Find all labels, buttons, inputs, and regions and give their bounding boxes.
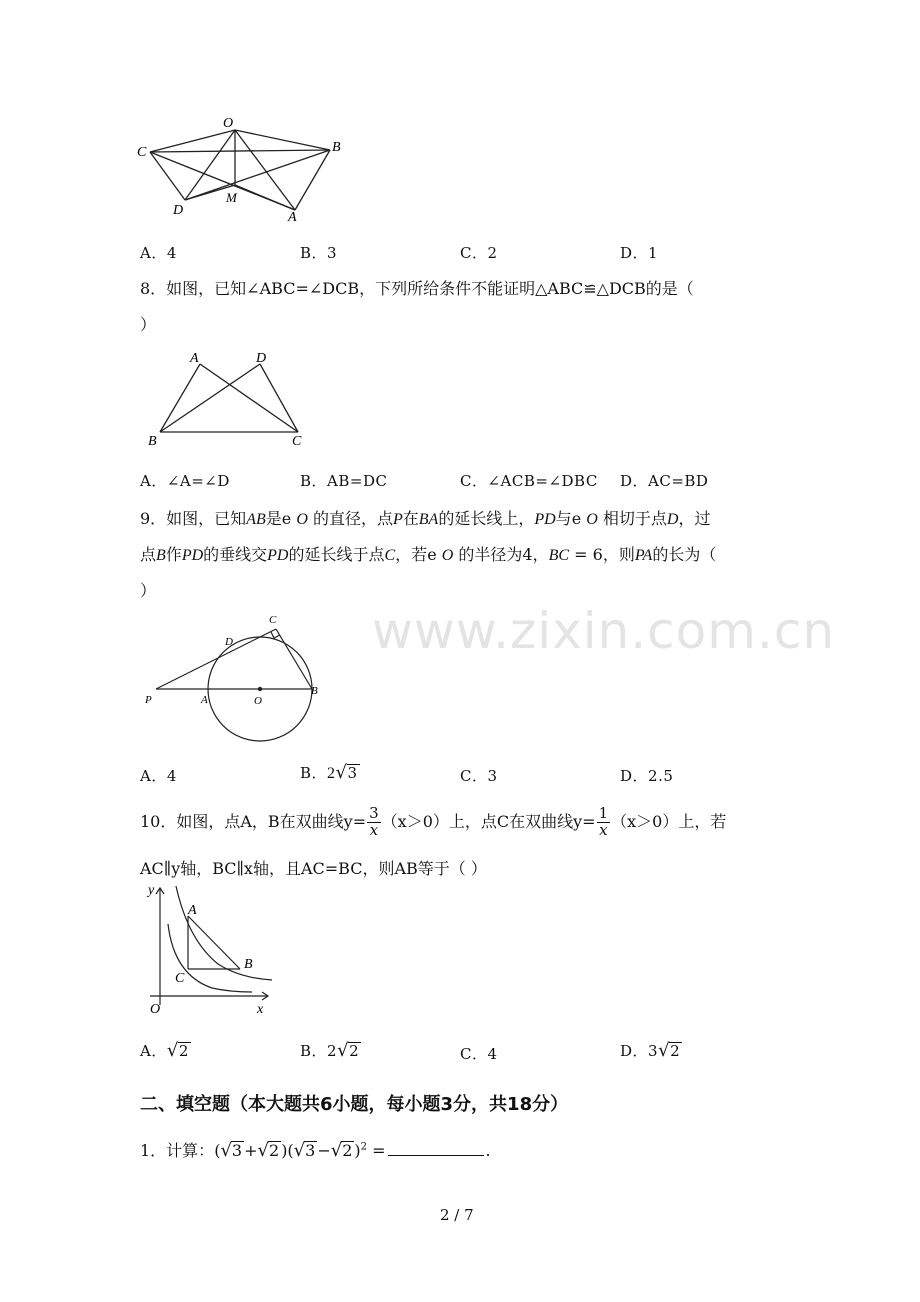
q7-option-c: C．2 xyxy=(460,244,498,262)
q9-label-d: D xyxy=(225,636,233,648)
q9-option-c: C．3 xyxy=(460,767,498,785)
watermark: www.zixin.com.cn xyxy=(372,602,836,660)
q7-label-o: O xyxy=(223,116,234,131)
q10-option-c: C．4 xyxy=(460,1045,498,1063)
page-number: 2 / 7 xyxy=(440,1206,474,1224)
q9-stem-line3: ） xyxy=(140,581,157,600)
q10-stem-line1: 10．如图，点A，B在双曲线y= $\frac{3}{x}$ （x＞0）上，点C在双曲线y= $\frac{1}{x}$ （x＞0）上，若 xyxy=(140,804,727,839)
q8-label-a: A xyxy=(190,351,199,366)
q8-option-d: D．AC=BD xyxy=(620,472,709,490)
q10-option-d: D．3√2 xyxy=(620,1040,681,1061)
q9-option-d: D．2.5 xyxy=(620,767,674,785)
q8-option-a: A．∠A=∠D xyxy=(140,472,230,490)
q9-label-o: O xyxy=(254,695,262,707)
q10-label-a: A xyxy=(188,903,197,918)
q9-label-p: P xyxy=(145,694,152,706)
fill1-stem: 1．计算：(√3 +√2 )(√3 −√2 )$^2$ = . xyxy=(140,1140,491,1161)
q7-option-b: B．3 xyxy=(300,244,338,262)
q9-label-b: B xyxy=(311,685,318,697)
q7-label-m: M xyxy=(226,190,237,205)
q10-option-a: A．√2 xyxy=(140,1040,189,1061)
q9-label-a: A xyxy=(201,694,208,706)
q10-figure xyxy=(140,880,280,1020)
q7-option-a: A．4 xyxy=(140,244,177,262)
q9-stem-line2: 点B作PD的垂线交PD的延长线于点C，若e O 的半径为4，BC = 6，则PA的长为（ xyxy=(140,545,717,564)
q8-figure xyxy=(140,342,320,452)
q7-figure xyxy=(130,108,360,228)
q8-option-c: C．∠ACB=∠DBC xyxy=(460,472,598,490)
q10-label-x: x xyxy=(257,1002,264,1017)
q10-label-o: O xyxy=(150,1002,161,1017)
q7-option-d: D．1 xyxy=(620,244,659,262)
q8-label-d: D xyxy=(256,351,267,366)
q9-option-b: B．2√3 xyxy=(300,762,358,783)
q7-label-a: A xyxy=(288,210,297,225)
q9-figure xyxy=(138,610,338,745)
q10-stem-line2: AC∥y轴，BC∥x轴，且AC=BC，则AB等于（ ） xyxy=(140,859,487,878)
q9-stem-line1: 9．如图，已知AB是e O 的直径，点P在BA的延长线上，PD与e O 相切于点D，过 xyxy=(140,509,711,528)
q10-option-b: B．2√2 xyxy=(300,1040,360,1061)
q7-label-c: C xyxy=(137,145,147,160)
q7-label-d: D xyxy=(173,203,184,218)
q9-option-a: A．4 xyxy=(140,767,177,785)
q10-label-b: B xyxy=(244,957,253,972)
q8-stem-line2: ） xyxy=(140,315,157,334)
q10-label-y: y xyxy=(148,883,155,898)
q8-label-c: C xyxy=(292,434,302,449)
answer-blank[interactable] xyxy=(388,1141,484,1156)
q8-option-b: B．AB=DC xyxy=(300,472,388,490)
q9-label-c: C xyxy=(269,614,277,626)
q8-label-b: B xyxy=(148,434,157,449)
section-heading: 二、填空题（本大题共6小题，每小题3分，共18分） xyxy=(140,1094,569,1115)
q7-label-b: B xyxy=(332,140,341,155)
q8-stem-line1: 8．如图，已知∠ABC=∠DCB，下列所给条件不能证明△ABC≌△DCB的是（ xyxy=(140,279,694,298)
q10-label-c: C xyxy=(175,971,185,986)
